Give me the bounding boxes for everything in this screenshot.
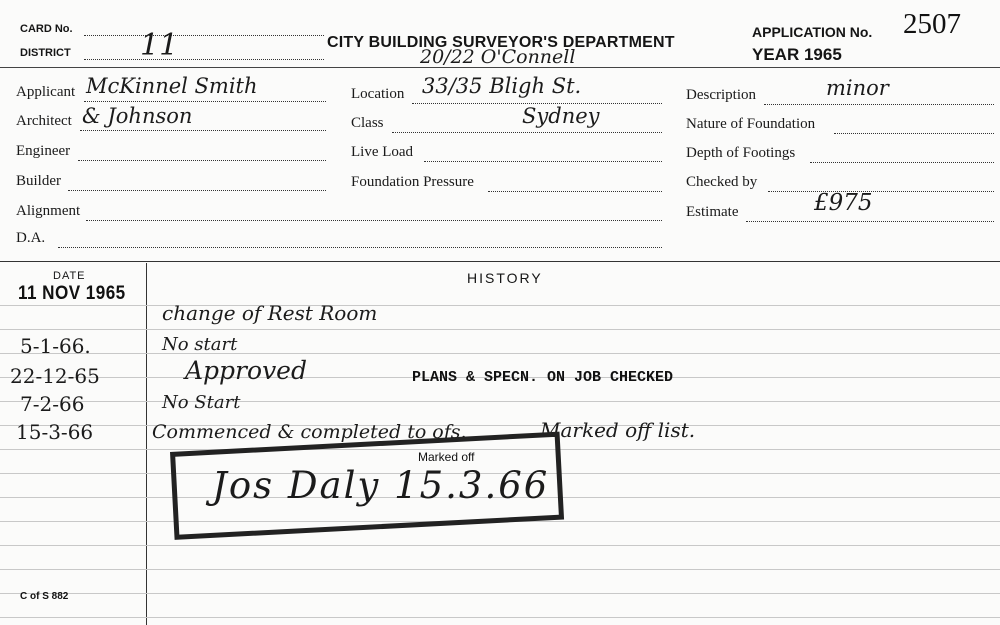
estimate-value: £975	[814, 190, 873, 216]
builder-label: Builder	[16, 173, 61, 189]
description-value: minor	[826, 76, 889, 100]
foundation-pressure-label: Foundation Pressure	[351, 174, 474, 190]
history-entry: No Start	[162, 392, 241, 413]
history-rule	[0, 329, 1000, 330]
history-rule	[0, 353, 1000, 354]
card-no-label: CARD No.	[20, 23, 73, 35]
department-title: CITY BUILDING SURVEYOR'S DEPARTMENT	[327, 34, 675, 51]
class-line	[392, 132, 662, 133]
class-label: Class	[351, 115, 384, 131]
marked-off-note: Marked off list.	[540, 418, 696, 442]
address-value: 20/22 O'Connell	[420, 46, 576, 68]
date-column-divider	[146, 263, 147, 625]
card-no-line	[84, 35, 324, 36]
da-line	[58, 247, 662, 248]
checked-by-label: Checked by	[686, 174, 758, 190]
estimate-label: Estimate	[686, 204, 739, 220]
alignment-line	[86, 220, 662, 221]
marked-off-label: Marked off	[418, 450, 475, 464]
architect-value: & Johnson	[82, 104, 193, 128]
checked-by-line	[768, 191, 994, 192]
district-value: 11	[140, 28, 179, 63]
form-code: C of S 882	[20, 591, 69, 602]
depth-of-footings-line	[810, 162, 994, 163]
history-column-header: HISTORY	[467, 270, 543, 286]
architect-line	[80, 130, 326, 131]
history-rule	[0, 569, 1000, 570]
history-rule	[0, 425, 1000, 426]
depth-of-footings-label: Depth of Footings	[686, 145, 796, 161]
history-rule	[0, 545, 1000, 546]
application-no-value: 2507	[903, 8, 961, 40]
history-date: 7-2-66	[20, 392, 85, 416]
history-entry: Approved	[185, 356, 307, 385]
applicant-value: McKinnel Smith	[86, 74, 258, 98]
history-divider	[0, 261, 1000, 262]
architect-label: Architect	[16, 113, 72, 129]
history-rule	[0, 593, 1000, 594]
history-entry: change of Rest Room	[162, 301, 378, 325]
history-date-stamp: 11 NOV 1965	[18, 283, 126, 304]
engineer-line	[78, 160, 326, 161]
inspector-signature: Jos Daly 15.3.66	[212, 464, 550, 507]
builder-line	[68, 190, 326, 191]
nature-of-foundation-line	[834, 133, 994, 134]
history-rule	[0, 401, 1000, 402]
description-line	[764, 104, 994, 105]
foundation-pressure-line	[488, 191, 662, 192]
location-value: 33/35 Bligh St.	[422, 74, 582, 98]
applicant-label: Applicant	[16, 84, 76, 100]
history-rule	[0, 617, 1000, 618]
description-label: Description	[686, 87, 756, 103]
live-load-label: Live Load	[351, 144, 414, 160]
alignment-label: Alignment	[16, 203, 81, 219]
history-date: 5-1-66.	[20, 334, 91, 358]
class-value: Sydney	[522, 104, 600, 128]
district-label: DISTRICT	[20, 47, 71, 59]
live-load-line	[424, 161, 662, 162]
estimate-line	[746, 221, 994, 222]
year-label: YEAR 1965	[752, 45, 842, 64]
history-date: 22-12-65	[10, 364, 100, 388]
history-date: 15-3-66	[16, 420, 94, 444]
district-line	[84, 59, 324, 60]
da-label: D.A.	[16, 230, 46, 246]
date-column-header: DATE	[53, 270, 86, 282]
nature-of-foundation-label: Nature of Foundation	[686, 116, 816, 132]
history-entry: No start	[162, 334, 238, 355]
history-entry: Commenced & completed to ofs.	[152, 421, 467, 443]
header-divider	[0, 67, 1000, 68]
plans-checked-stamp: PLANS & SPECN. ON JOB CHECKED	[412, 369, 674, 386]
engineer-label: Engineer	[16, 143, 71, 159]
history-rule	[0, 305, 1000, 306]
application-no-label: APPLICATION No.	[752, 24, 873, 40]
location-label: Location	[351, 86, 405, 102]
applicant-line	[84, 101, 326, 102]
